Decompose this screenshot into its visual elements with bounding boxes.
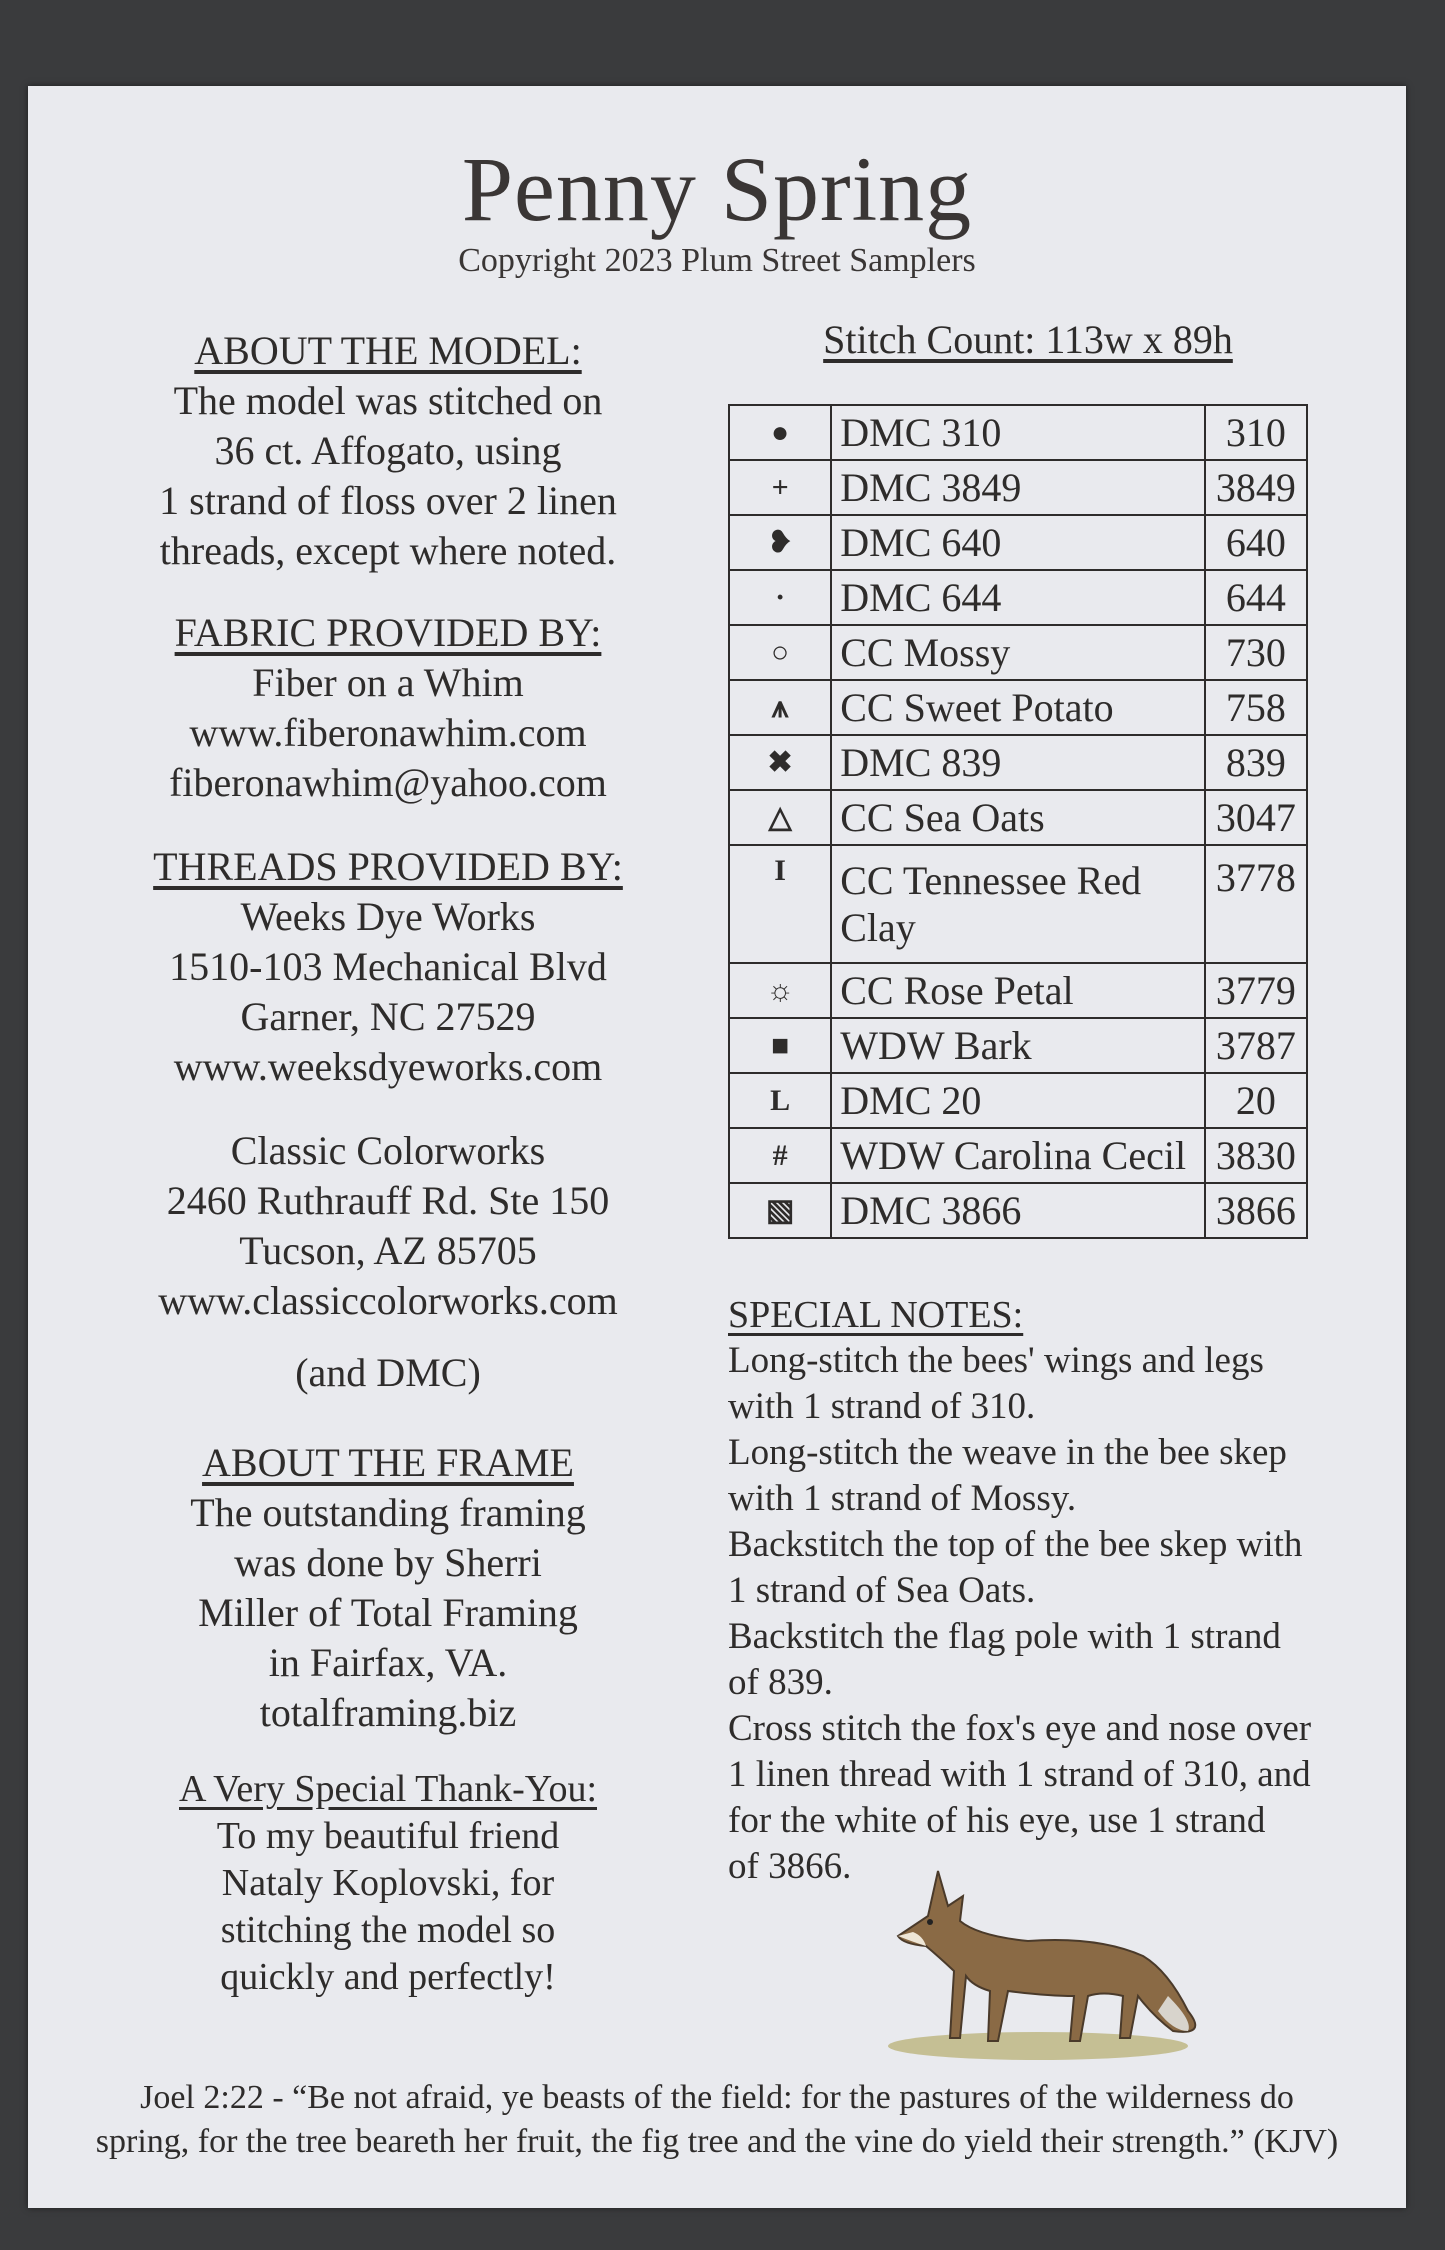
about-model-line: threads, except where noted.: [159, 528, 617, 573]
floss-number: 3779: [1205, 963, 1307, 1018]
floss-number: 730: [1205, 625, 1307, 680]
plus-icon: +: [729, 460, 831, 515]
floss-number: 839: [1205, 735, 1307, 790]
circle-icon: ○: [729, 625, 831, 680]
threads-line: Garner, NC 27529: [240, 994, 536, 1039]
pattern-title: Penny Spring: [461, 138, 973, 240]
floss-name: DMC 3849: [831, 460, 1205, 515]
floss-name: DMC 839: [831, 735, 1205, 790]
filled-square-icon: ■: [729, 1018, 831, 1073]
frame-line: in Fairfax, VA.: [268, 1640, 508, 1685]
note-line: with 1 strand of Mossy.: [728, 1478, 1077, 1519]
and-dmc-text: (and DMC): [295, 1350, 481, 1395]
note-line: Backstitch the top of the bee skep with: [728, 1524, 1303, 1565]
floss-number: 3047: [1205, 790, 1307, 845]
classic-line: Classic Colorworks: [230, 1128, 546, 1173]
about-model-heading: ABOUT THE MODEL:: [194, 328, 582, 373]
floss-number: 310: [1205, 405, 1307, 460]
l-icon: L: [729, 1073, 831, 1128]
stitch-count: Stitch Count: 113w x 89h: [823, 317, 1233, 362]
floss-name: DMC 310: [831, 405, 1205, 460]
about-model-line: The model was stitched on: [173, 378, 603, 423]
frame-line: Miller of Total Framing: [198, 1590, 578, 1635]
key-row: [729, 1128, 1307, 1183]
note-line: Long-stitch the bees' wings and legs: [728, 1340, 1264, 1381]
floss-number: 3866: [1205, 1183, 1307, 1238]
floss-number: 644: [1205, 570, 1307, 625]
filled-circle-icon: ●: [729, 405, 831, 460]
key-row: [729, 735, 1307, 790]
key-row: [729, 515, 1307, 570]
floss-name: DMC 644: [831, 570, 1205, 625]
hatched-square-icon: ▧: [729, 1183, 831, 1238]
threads-line: Weeks Dye Works: [240, 894, 536, 939]
threads-url: www.weeksdyeworks.com: [173, 1044, 603, 1089]
frame-heading: ABOUT THE FRAME: [202, 1440, 574, 1485]
note-line: of 3866.: [728, 1846, 852, 1887]
key-row: [729, 963, 1307, 1018]
key-row: [729, 570, 1307, 625]
special-notes-heading: SPECIAL NOTES:: [728, 1294, 1024, 1336]
leaf-icon: ❥: [729, 515, 831, 570]
note-line: 1 linen thread with 1 strand of 310, and: [728, 1754, 1311, 1795]
fabric-heading: FABRIC PROVIDED BY:: [174, 610, 602, 655]
fabric-email: fiberonawhim@yahoo.com: [169, 760, 607, 805]
floss-name: DMC 640: [831, 515, 1205, 570]
threads-heading: THREADS PROVIDED BY:: [153, 844, 623, 889]
copyright: Copyright 2023 Plum Street Samplers: [458, 242, 976, 279]
floss-number: 3787: [1205, 1018, 1307, 1073]
fabric-section: [98, 608, 678, 808]
verse-line-1: Joel 2:22 - “Be not afraid, ye beasts of the field: for the pastures of the wilderness do: [140, 2079, 1294, 2116]
pattern-card: [28, 86, 1406, 2208]
note-line: of 839.: [728, 1662, 833, 1703]
threads-line: 1510-103 Mechanical Blvd: [169, 944, 607, 989]
floss-number: 3778: [1205, 845, 1307, 963]
hash-icon: #: [729, 1128, 831, 1183]
dot-icon: ·: [729, 570, 831, 625]
note-line: Backstitch the flag pole with 1 strand: [728, 1616, 1281, 1657]
classic-url: www.classiccolorworks.com: [158, 1278, 618, 1323]
key-row: [729, 405, 1307, 460]
key-row: [729, 1018, 1307, 1073]
frame-url: totalframing.biz: [259, 1690, 517, 1735]
thanks-section: [98, 1766, 678, 2001]
floss-number: 3830: [1205, 1128, 1307, 1183]
thanks-line: quickly and perfectly!: [220, 1956, 556, 1998]
floss-name: DMC 3866: [831, 1183, 1205, 1238]
floss-number: 3849: [1205, 460, 1307, 515]
scripture-verse: [48, 2076, 1386, 2164]
fabric-line: Fiber on a Whim: [252, 660, 524, 705]
left-column: [98, 86, 678, 2086]
key-row: [729, 625, 1307, 680]
floss-number: 640: [1205, 515, 1307, 570]
verse-line-2: spring, for the tree beareth her fruit, the fig tree and the vine do yield their strength.” (KJV): [95, 2123, 1339, 2160]
triangle-icon: △: [729, 790, 831, 845]
about-model-line: 36 ct. Affogato, using: [214, 428, 562, 473]
key-row: [729, 460, 1307, 515]
floss-number: 20: [1205, 1073, 1307, 1128]
floss-name: WDW Bark: [831, 1018, 1205, 1073]
key-row: [729, 1073, 1307, 1128]
about-model-line: 1 strand of floss over 2 linen: [159, 478, 617, 523]
frame-line: The outstanding framing: [190, 1490, 586, 1535]
fox-illustration: [868, 1846, 1228, 2066]
floss-number: 758: [1205, 680, 1307, 735]
i-beam-icon: I: [729, 845, 831, 963]
thanks-line: Nataly Koplovski, for: [221, 1862, 555, 1904]
note-line: with 1 strand of 310.: [728, 1386, 1036, 1427]
classic-line: 2460 Ruthrauff Rd. Ste 150: [166, 1178, 610, 1223]
thanks-heading: A Very Special Thank-You:: [179, 1768, 597, 1810]
frame-section: [98, 1438, 678, 1738]
floss-name: CC Sweet Potato: [831, 680, 1205, 735]
floss-name: CC Mossy: [831, 625, 1205, 680]
fabric-url: www.fiberonawhim.com: [189, 710, 587, 755]
floss-name: DMC 20: [831, 1073, 1205, 1128]
arrow-tree-icon: ⩚: [729, 680, 831, 735]
key-row: [729, 790, 1307, 845]
note-line: 1 strand of Sea Oats.: [728, 1570, 1036, 1611]
about-model-section: [98, 326, 678, 576]
floss-key-table: [728, 404, 1308, 1239]
floss-name: CC Tennessee Red Clay: [831, 845, 1205, 963]
key-row: [729, 680, 1307, 735]
classic-section: [98, 1126, 678, 1326]
note-line: Long-stitch the weave in the bee skep: [728, 1432, 1287, 1473]
key-row: [729, 845, 1307, 963]
frame-line: was done by Sherri: [234, 1540, 542, 1585]
and-dmc: [98, 1348, 678, 1398]
key-row: [729, 1183, 1307, 1238]
x-icon: ✖: [729, 735, 831, 790]
floss-name: CC Rose Petal: [831, 963, 1205, 1018]
thanks-line: stitching the model so: [220, 1909, 556, 1951]
note-line: for the white of his eye, use 1 strand: [728, 1800, 1266, 1841]
thanks-line: To my beautiful friend: [216, 1815, 560, 1857]
floss-name: WDW Carolina Cecil: [831, 1128, 1205, 1183]
classic-line: Tucson, AZ 85705: [239, 1228, 537, 1273]
note-line: Cross stitch the fox's eye and nose over: [728, 1708, 1312, 1749]
sun-icon: ☼: [729, 963, 831, 1018]
special-notes: [728, 1292, 1368, 1890]
threads-section: [98, 842, 678, 1092]
floss-name: CC Sea Oats: [831, 790, 1205, 845]
